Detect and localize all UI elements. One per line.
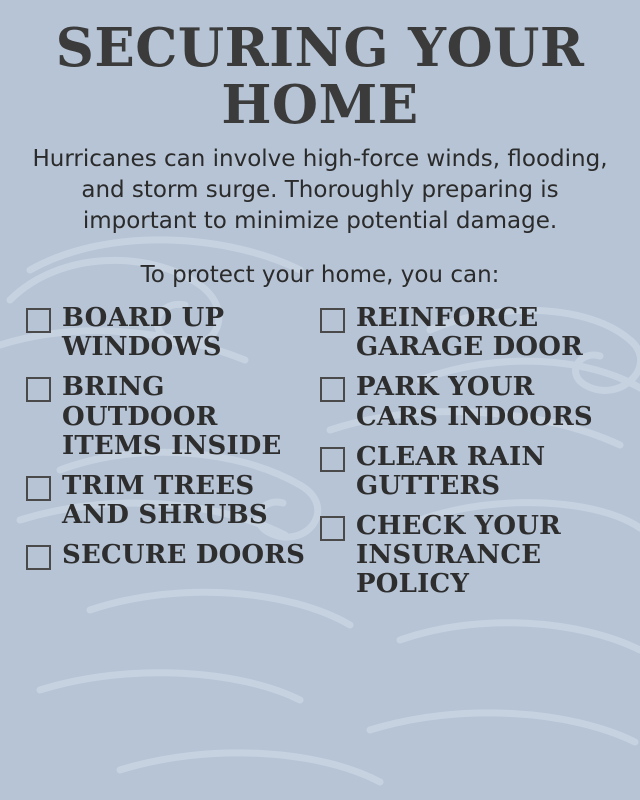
checklist-item[interactable] — [26, 304, 320, 362]
checklist-item[interactable] — [320, 443, 614, 501]
checkbox-icon[interactable] — [26, 476, 51, 501]
checklist-item-label: BOARD UP WINDOWS — [62, 303, 225, 363]
checklist-item-label: BRING OUTDOOR ITEMS INSIDE — [62, 372, 282, 461]
checklist-item[interactable] — [320, 373, 614, 431]
checklist-item-label: PARK YOUR CARS INDOORS — [356, 372, 593, 432]
checklist-column-left — [26, 304, 320, 610]
checkbox-icon[interactable] — [320, 377, 345, 402]
checklist-item-label: CLEAR RAIN GUTTERS — [356, 441, 546, 501]
checklist-item-label: CHECK YOUR INSURANCE POLICY — [356, 510, 561, 600]
checklist-item-label: SECURE DOORS — [62, 539, 306, 570]
checklist-columns — [14, 300, 626, 610]
checklist-item[interactable] — [320, 304, 614, 362]
intro-paragraph: Hurricanes can involve high-force winds, flooding, and storm surge. Thoroughly preparing is important to minimize potential damage. — [32, 146, 608, 234]
checklist-item[interactable] — [26, 472, 320, 530]
checklist-item[interactable] — [320, 512, 614, 599]
checkbox-icon[interactable] — [26, 308, 51, 333]
checkbox-icon[interactable] — [320, 516, 345, 541]
checkbox-icon[interactable] — [26, 377, 51, 402]
checklist-subheading: To protect your home, you can: — [140, 262, 500, 289]
checkbox-icon[interactable] — [320, 447, 345, 472]
checklist-item-label: TRIM TREES AND SHRUBS — [62, 470, 268, 530]
page-title: SECURING YOUR HOME — [55, 17, 585, 137]
checklist-item[interactable] — [26, 541, 320, 570]
checklist-item[interactable] — [26, 373, 320, 460]
checkbox-icon[interactable] — [26, 545, 51, 570]
checklist-column-right — [320, 304, 614, 610]
checklist-item-label: REINFORCE GARAGE DOOR — [356, 303, 583, 363]
checkbox-icon[interactable] — [320, 308, 345, 333]
